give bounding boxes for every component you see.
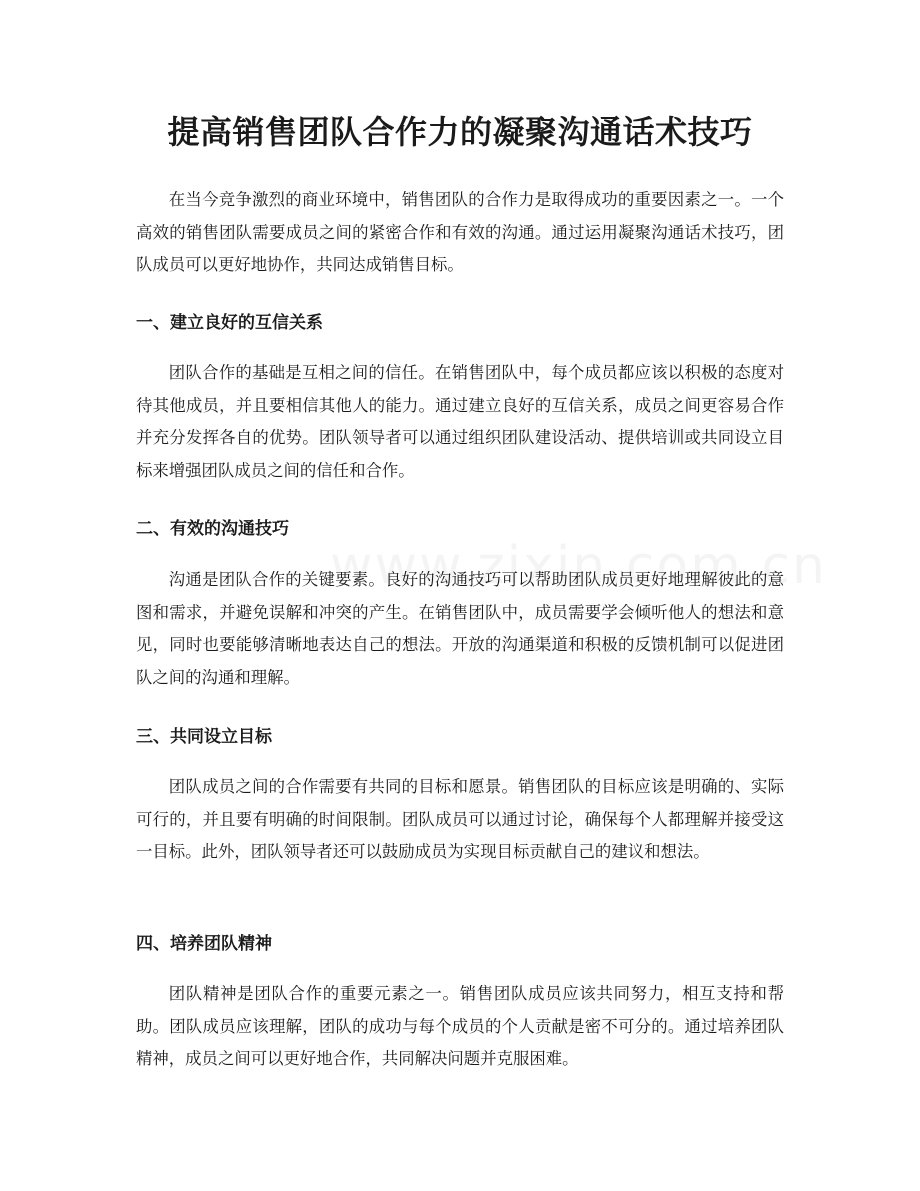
page-title: 提高销售团队合作力的凝聚沟通话术技巧	[167, 113, 753, 151]
section-paragraph-3: 团队成员之间的合作需要有共同的目标和愿景。销售团队的目标应该是明确的、实际可行的，并且要有明确的时间限制。团队成员可以通过讨论，确保每个人都理解并接受这一目标。此外，团队领导者还可以鼓励成员为实现目标贡献自己的建议和想法。	[136, 777, 784, 861]
section-paragraph-4: 团队精神是团队合作的重要元素之一。销售团队成员应该共同努力，相互支持和帮助。团队成员应该理解，团队的成功与每个成员的个人贡献是密不可分的。通过培养团队精神，成员之间可以更好地合作，共同解决问题并克服困难。	[136, 984, 784, 1068]
section-heading-2: 二、有效的沟通技巧	[136, 519, 289, 539]
intro-paragraph: 在当今竞争激烈的商业环境中，销售团队的合作力是取得成功的重要因素之一。一个高效的销售团队需要成员之间的紧密合作和有效的沟通。通过运用凝聚沟通话术技巧，团队成员可以更好地协作，共同达成销售目标。	[136, 190, 784, 274]
section-heading-1: 一、建立良好的互信关系	[136, 313, 323, 333]
section-paragraph-2: 沟通是团队合作的关键要素。良好的沟通技巧可以帮助团队成员更好地理解彼此的意图和需求，并避免误解和冲突的产生。在销售团队中，成员需要学会倾听他人的想法和意见，同时也要能够清晰地表达自己的想法。开放的沟通渠道和积极的反馈机制可以促进团队之间的沟通和理解。	[136, 570, 784, 687]
section-heading-4: 四、培养团队精神	[136, 934, 272, 954]
section-paragraph-1: 团队合作的基础是互相之间的信任。在销售团队中，每个成员都应该以积极的态度对待其他成员，并且要相信其他人的能力。通过建立良好的互信关系，成员之间更容易合作并充分发挥各自的优势。团队领导者可以通过组织团队建设活动、提供培训或共同设立目标来增强团队成员之间的信任和合作。	[136, 363, 784, 480]
section-heading-3: 三、共同设立目标	[136, 727, 272, 747]
